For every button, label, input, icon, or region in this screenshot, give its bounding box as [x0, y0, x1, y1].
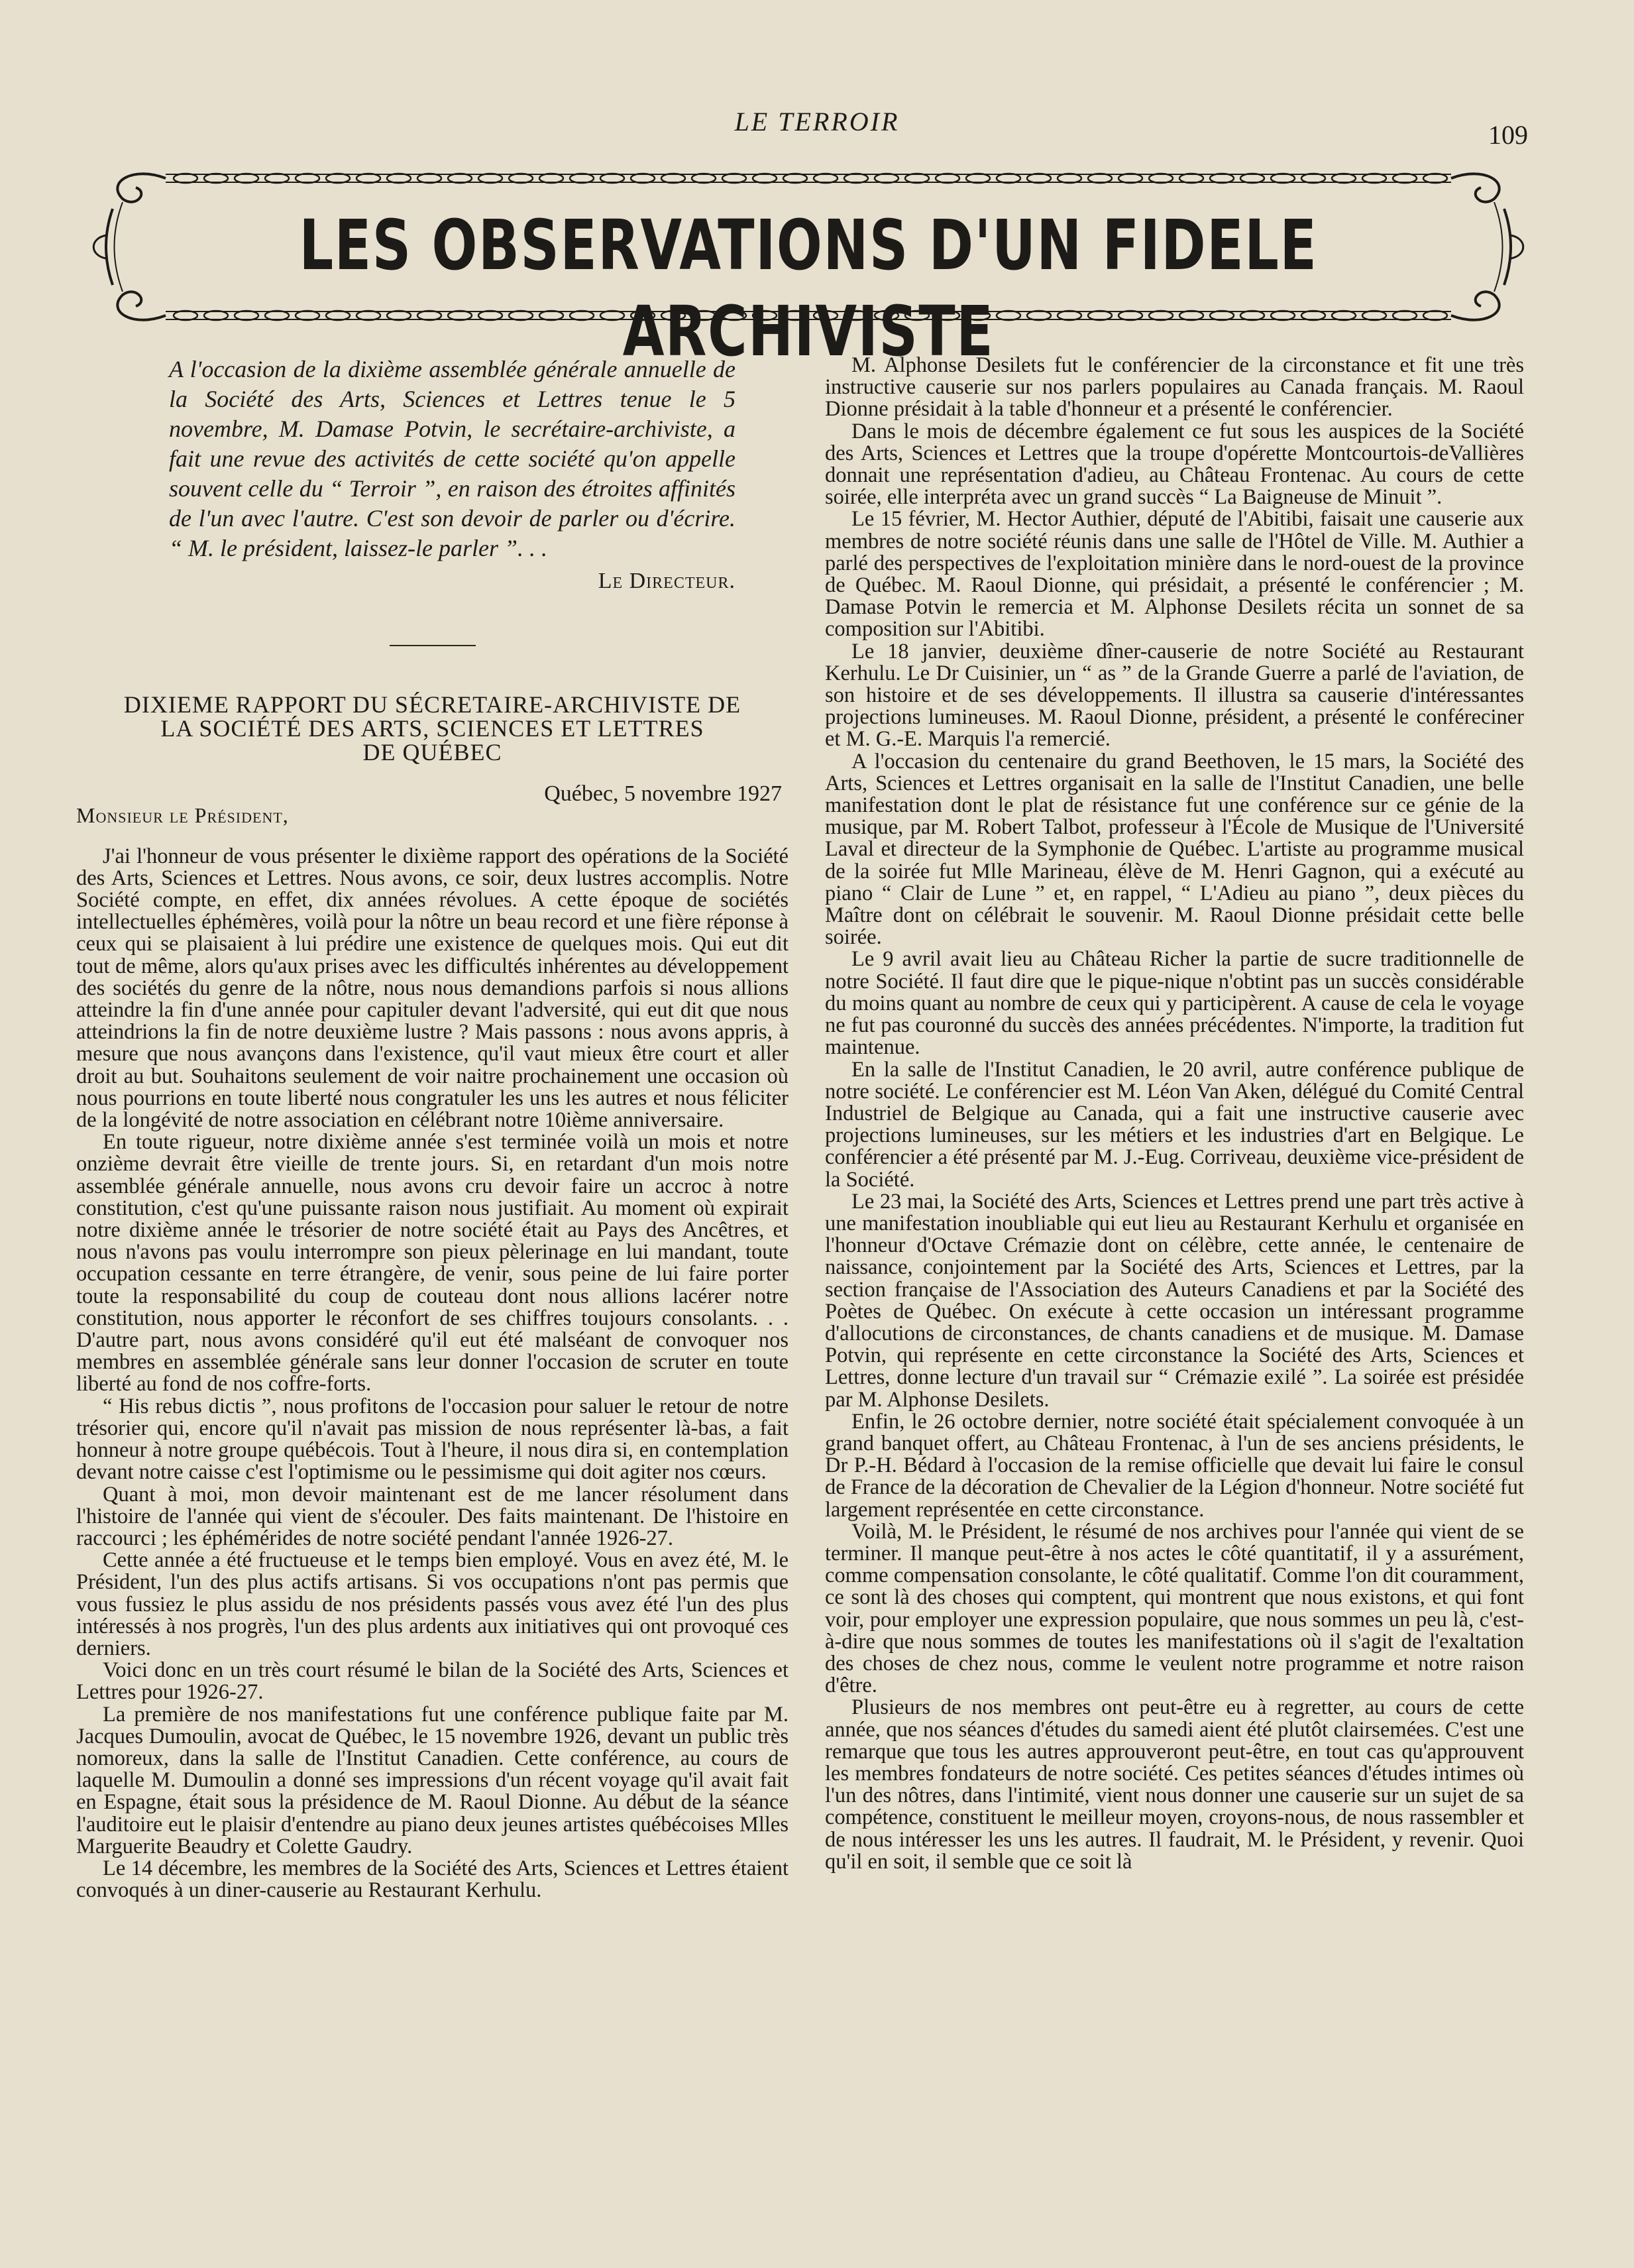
chain-link-icon [539, 174, 563, 183]
chain-link-icon [1149, 174, 1173, 183]
chain-link-icon [631, 174, 655, 183]
chain-link-icon [1027, 174, 1051, 183]
chain-link-icon [356, 174, 380, 183]
salutation: Monsieur le Président, [76, 803, 289, 828]
chain-link-icon [235, 174, 258, 183]
paragraph: Cette année a été fructueuse et le temps bien employé. Vous en avez été, M. le Président, l'un des plus actifs artisans. Si vos occupations n'ont pas permis que vous fussiez le plus assidu de nos présidents passés vous avez été l'un des plus intéressés à nos progrès, l'un des plus ardents aux initiatives qui ont provoqué ces derniers. [76, 1548, 789, 1660]
editor-introduction: A l'occasion de la dixième assemblée générale annuelle de la Société des Arts, Sciences et Lettres tenue le 5 novembre, M. Damase Potvin, le secrétaire-archiviste, a fait une revue des activités de cette société qu'on appelle souvent celle du “ Terroir ”, en raison des étroites affinités de l'un avec l'autre. C'est son devoir de parler ou d'écrire. “ M. le président, laissez-le parler ”. . . [169, 356, 735, 561]
paragraph: A l'occasion du centenaire du grand Beethoven, le 15 mars, la Société des Arts, Sciences et Lettres organisait en la salle de l'Institut Canadien, une belle manifestation dont le plat de résistance fut une conférence sur ce génie de la musique, par M. Robert Talbot, professeur à l'École de Musique de l'Université Laval et directeur de la Symphonie de Québec. L'artiste au programme musical de la soirée fut Mlle Marineau, élève de M. Henri Gagnon, qui a exécuté au piano “ Clair de Lune ” et, en rappel, “ L'Adieu au piano ”, deux pièces du Maître dont on célébrait le souvenir. M. Raoul Dionne présidait cette belle soirée. [825, 749, 1524, 950]
chain-link-icon [1240, 174, 1264, 183]
paragraph: Voilà, M. le Président, le résumé de nos archives pour l'année qui vient de se terminer. Il manque peut-être à nos actes le côté quantitatif, il y a assurément, comme compensation consolante, le côté qualitatif. Comme l'on dit couramment, ce sont là des choses qui comptent, qui montrent que nous existons, et qui font voir, pour employer une expression populaire, que nous sommes un peu là, c'est-à-dire que nous sommes de toutes les manifestations où il s'agit de l'exaltation des choses de chez nous, comme le veulent notre programme et notre raison d'être. [825, 1519, 1524, 1698]
chain-link-icon [174, 311, 197, 320]
chain-link-icon [1423, 311, 1447, 320]
paragraph: Le 15 février, M. Hector Authier, député de l'Abitibi, faisait une causerie aux membres de notre société réunis dans une salle de l'Hôtel de Ville. M. Authier a parlé des perspectives de l'exploitation minière dans le nord-ouest de la province de Québec. M. Raoul Dionne, qui présidait, a présenté le conférencier ; M. Damase Potvin le remercia et M. Alphonse Desilets récita un sonnet de sa composition sur l'Abitibi. [825, 507, 1524, 642]
chain-link-icon [204, 311, 228, 320]
right-column [825, 355, 1524, 1873]
chain-link-icon [936, 174, 959, 183]
chain-link-icon [509, 174, 533, 183]
report-title [76, 693, 789, 764]
chain-link-icon [1118, 174, 1142, 183]
chain-link-icon [753, 174, 777, 183]
chain-link-icon [966, 174, 990, 183]
chain-link-icon [448, 174, 472, 183]
chain-link-icon [174, 174, 197, 183]
paragraph: Le 18 janvier, deuxième dîner-causerie de notre Société au Restaurant Kerhulu. Le Dr Cuisinier, un “ as ” de la Grande Guerre a parlé de l'aviation, de son histoire et de ses développements. Il illustra sa causerie d'intéressantes projections lumineuses. M. Raoul Dionne, président, a présenté le conféreciner et M. G.-E. Marquis l'a remercié. [825, 639, 1524, 752]
paragraph: En la salle de l'Institut Canadien, le 20 avril, autre conférence publique de notre société. Le conférencier est M. Léon Van Aken, délégué du Comité Central Industriel de Belgique au Canada, qui a fait une instructive causerie avec projections lumineuses, sur les métiers et les industries d'art en Belgique. Le conférencier a été présenté par M. J.-Eug. Corriveau, deuxième vice-président de la Société. [825, 1057, 1524, 1192]
paragraph: Le 14 décembre, les membres de la Société des Arts, Sciences et Lettres étaient convoqués à un diner-causerie au Restaurant Kerhulu. [76, 1856, 789, 1903]
chain-link-icon [600, 174, 624, 183]
report-title-line: DE QUÉBEC [362, 739, 502, 766]
chain-link-icon [296, 174, 319, 183]
chain-link-icon [1362, 174, 1386, 183]
report-title-line: DIXIEME RAPPORT DU SÉCRETAIRE-ARCHIVISTE DE [123, 691, 741, 718]
editor-signature: Le Directeur. [598, 569, 735, 593]
chain-link-icon [661, 174, 685, 183]
paragraph: En toute rigueur, notre dixième année s'est terminée voilà un mois et notre onzième devrait être vieille de trente jours. Si, en retardant d'un mois notre assemblée générale annuelle, nous avons cru devoir faire un accroc à notre constitution, c'est qu'une puissante raison nous justifiait. Au moment où expirait notre dixième année le trésorier de notre société était au Pays des Ancêtres, et nous n'avons pas voulu interrompre son pieux pèlerinage en lui mandant, toute occupation cessante en terre étrangère, de venir, sous peine de lui faire porter toute la responsabilité du coup de couteau dont nous allions lacérer notre constitution, nous apporter le réconfort de ses chiffres toujours consolants. . . D'autre part, nous avons considéré qu'il eut été malséant de convoquer nos membres en assemblée générale sans leur donner l'occasion de scruter en toute liberté au fond de nos coffre-forts. [76, 1130, 789, 1396]
chain-link-icon [814, 174, 838, 183]
chain-link-icon [326, 174, 350, 183]
chain-link-icon [1301, 174, 1325, 183]
paragraph: La première de nos manifestations fut une conférence publique faite par M. Jacques Dumoulin, avocat de Québec, le 15 novembre 1926, devant un public très nomoreux, dans la salle de l'Institut Canadien. Cette conférence, au cours de laquelle M. Dumoulin a donné ses impressions d'un récent voyage qu'il avait fait en Espagne, était sous la présidence de M. Raoul Dionne. Au début de la séance l'auditoire eut le plaisir d'entendre au piano deux jeunes artistes québécoises Mlles Marguerite Beaudry et Colette Gaudry. [76, 1702, 789, 1858]
chain-link-icon [783, 174, 807, 183]
chain-link-icon [1058, 174, 1081, 183]
chain-link-icon [1271, 174, 1295, 183]
paragraph: Voici donc en un très court résumé le bilan de la Société des Arts, Sciences et Lettres pour 1926-27. [76, 1658, 789, 1705]
chain-link-icon [417, 174, 441, 183]
paragraph: “ His rebus dictis ”, nous profitons de l'occasion pour saluer le retour de notre trésorier qui, encore qu'il n'avait pas mission de nous représenter là-bas, a fait honneur à notre groupe québécois. Tout à l'heure, il nous dira si, en contemplation devant notre caisse c'est l'optimisme ou le pessimisme qui doit agiter nos cœurs. [76, 1394, 789, 1485]
paragraph: M. Alphonse Desilets fut le conférencier de la circonstance et fit une très instructive causerie sur nos parlers populaires au Canada français. M. Raoul Dionne présidait à la table d'honneur et a présenté le conférencier. [825, 353, 1524, 422]
left-body [76, 846, 789, 1902]
chain-link-icon [1393, 174, 1417, 183]
paragraph: Le 23 mai, la Société des Arts, Sciences et Lettres prend une part très active à une manifestation inoubliable qui eut lieu au Restaurant Kerhulu et organisée en l'honneur d'Octave Crémazie dont on célèbre, cette année, le centenaire de naissance, conjointement par la Société des Arts, Sciences et Lettres, par la section française de l'Association des Auteurs Canadiens et par la Société des Poètes de Québec. On exécute à cette occasion un intéressant programme d'allocutions de circonstances, de chants canadiens et de musique. M. Damase Potvin, qui représente en cette circonstance la Société des Arts, Sciences et Lettres, donne lecture d'un travail sur “ Crémazie exilé ”. La soirée est présidée par M. Alphonse Desilets. [825, 1189, 1524, 1412]
chain-link-icon [692, 174, 716, 183]
paragraph: Quant à moi, mon devoir maintenant est de me lancer résolument dans l'histoire de l'année qui vient de s'écouler. Des faits maintenant. De l'histoire en raccourci ; les éphémérides de notre société pendant l'année 1926-27. [76, 1482, 789, 1550]
chain-link-icon [265, 174, 289, 183]
chain-link-icon [1088, 174, 1112, 183]
chain-link-icon [875, 174, 899, 183]
dateline: Québec, 5 novembre 1927 [544, 781, 782, 807]
chain-link-icon [478, 174, 502, 183]
chain-link-icon [1332, 174, 1356, 183]
chain-link-icon [722, 174, 746, 183]
title-banner [86, 162, 1531, 372]
page-number: 109 [1488, 120, 1528, 150]
section-divider [390, 645, 476, 646]
right-body [825, 355, 1524, 1873]
report-title-line: LA SOCIÉTÉ DES ARTS, SCIENCES ET LETTRES [160, 715, 704, 742]
running-title: LE TERROIR [734, 107, 900, 137]
chain-link-icon [204, 174, 228, 183]
chain-link-icon [1210, 174, 1234, 183]
chain-link-icon [387, 174, 411, 183]
chain-link-icon [844, 174, 868, 183]
chain-link-icon [1393, 311, 1417, 320]
chain-link-icon [1179, 174, 1203, 183]
chain-link-icon [997, 174, 1020, 183]
paragraph: Le 9 avril avait lieu au Château Richer la partie de sucre traditionnelle de notre Société. Il faut dire que le pique-nique n'obtint pas un succès considérable du moins quant au nombre de ceux qui y participèrent. A cause de cela le voyage ne fut pas couronné du succès des années précédentes. N'importe, la tradition fut maintenue. [825, 947, 1524, 1060]
paragraph: J'ai l'honneur de vous présenter le dixième rapport des opérations de la Société des Arts, Sciences et Lettres. Nous avons, ce soir, deux lustres accomplis. Notre Société compte, en effet, dix années révolues. A cette époque de sociétés intellectuelles éphémères, voilà pour la nôtre un beau record et une fière réponse à ceux qui se plaisaient à lui prédire une existence de quelques mois. Qui eut dit tout de même, alors qu'aux prises avec les difficultés inhérentes au développement des sociétés du genre de la nôtre, nous nous demandions parfois si nous allions atteindre la fin d'une année pour capituler devant l'adversité, qui eut dit que nous atteindrions la fin de notre deuxième lustre ? Mais passons : nous avons appris, à mesure que nous avançons dans l'existence, qu'il vaut mieux être court et aller droit au but. Souhaitons seulement de voir naitre prochainement une occasion où nous pourrions en toute liberté nous congratuler les uns les autres et nous féliciter de la longévité de notre association en célébrant notre 10ième anniversaire. [76, 844, 789, 1133]
chain-link-icon [1423, 174, 1447, 183]
chain-link-icon [570, 174, 594, 183]
paragraph: Dans le mois de décembre également ce fut sous les auspices de la Société des Arts, Sciences et Lettres que la troupe d'opérette Montcourtois-deVallières donnait une représentation d'adieu, au Château Frontenac. Au cours de cette soirée, elle interpréta avec un grand succès “ La Baigneuse de Minuit ”. [825, 419, 1524, 510]
chain-link-icon [905, 174, 929, 183]
left-column [76, 355, 789, 1901]
banner-title: LES OBSERVATIONS D'UN FIDELE ARCHIVISTE [299, 205, 1318, 372]
paragraph: Plusieurs de nos membres ont peut-être eu à regretter, au cours de cette année, que nos séances d'études du samedi aient été plutôt clairsemées. C'est une remarque que tous les autres approuveront peut-être, en tout cas qu'approuvent les membres fondateurs de notre société. Ces petites séances d'études intimes où l'un des nôtres, dans l'intimité, vient nous donner une causerie sur un sujet de sa compétence, constituent le meilleur moyen, croyons-nous, de nous rassembler et de nous intéresser les uns les autres. Il faudrait, M. le Président, y revenir. Quoi qu'il en soit, il semble que ce soit là [825, 1695, 1524, 1874]
paragraph: Enfin, le 26 octobre dernier, notre société était spécialement convoquée à un grand banquet offert, au Château Frontenac, à l'un de ses anciens présidents, le Dr P.-H. Bédard à l'occasion de la remise officielle que devait lui faire le consul de France de la décoration de Chevalier de la Légion d'honneur. Notre société fut largement représentée en cette circonstance. [825, 1409, 1524, 1522]
